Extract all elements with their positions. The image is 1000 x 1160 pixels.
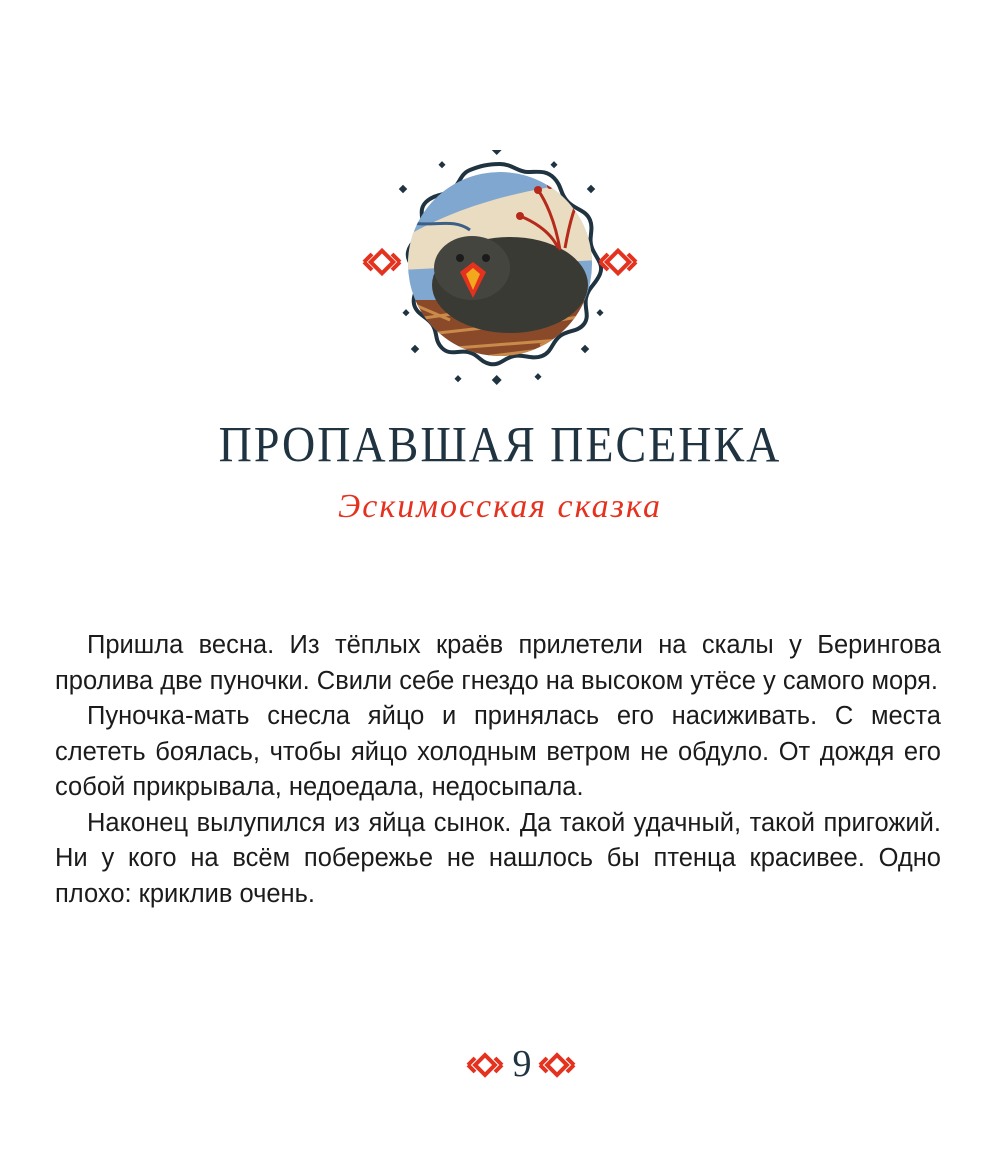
story-subtitle: Эскимосская сказка: [338, 488, 662, 525]
right-ornament: [600, 251, 636, 274]
right-footer-ornament-icon: [538, 1046, 578, 1086]
paragraph-1: Пришла весна. Из тёплых краёв прилетели на скалы у Берингова пролива две пуночки. Свили себе гнездо на высоком утёсе у самого моря.: [55, 631, 941, 695]
story-title: ПРОПАВШАЯ ПЕСЕНКА: [218, 416, 782, 473]
paragraph-2: Пуночка-мать снесла яйцо и принялась его насиживать. С места слететь боялась, чтобы яйцо холодным ветром не обдуло. От дождя его собой прикрывала, недоедала, недосыпала.: [55, 702, 941, 801]
paragraph-3: Наконец вылупился из яйца сынок. Да такой удачный, такой пригожий. Ни у кого на всём побережье не нашлось бы птенца красивее. Одно плохо: криклив очень.: [55, 808, 941, 908]
page-number: 9: [512, 1043, 532, 1085]
bird-nest-illustration: [360, 150, 640, 390]
story-text: [55, 628, 941, 912]
page-footer: [460, 1040, 580, 1090]
left-ornament: [364, 251, 400, 274]
left-footer-ornament-icon: [466, 1046, 506, 1086]
